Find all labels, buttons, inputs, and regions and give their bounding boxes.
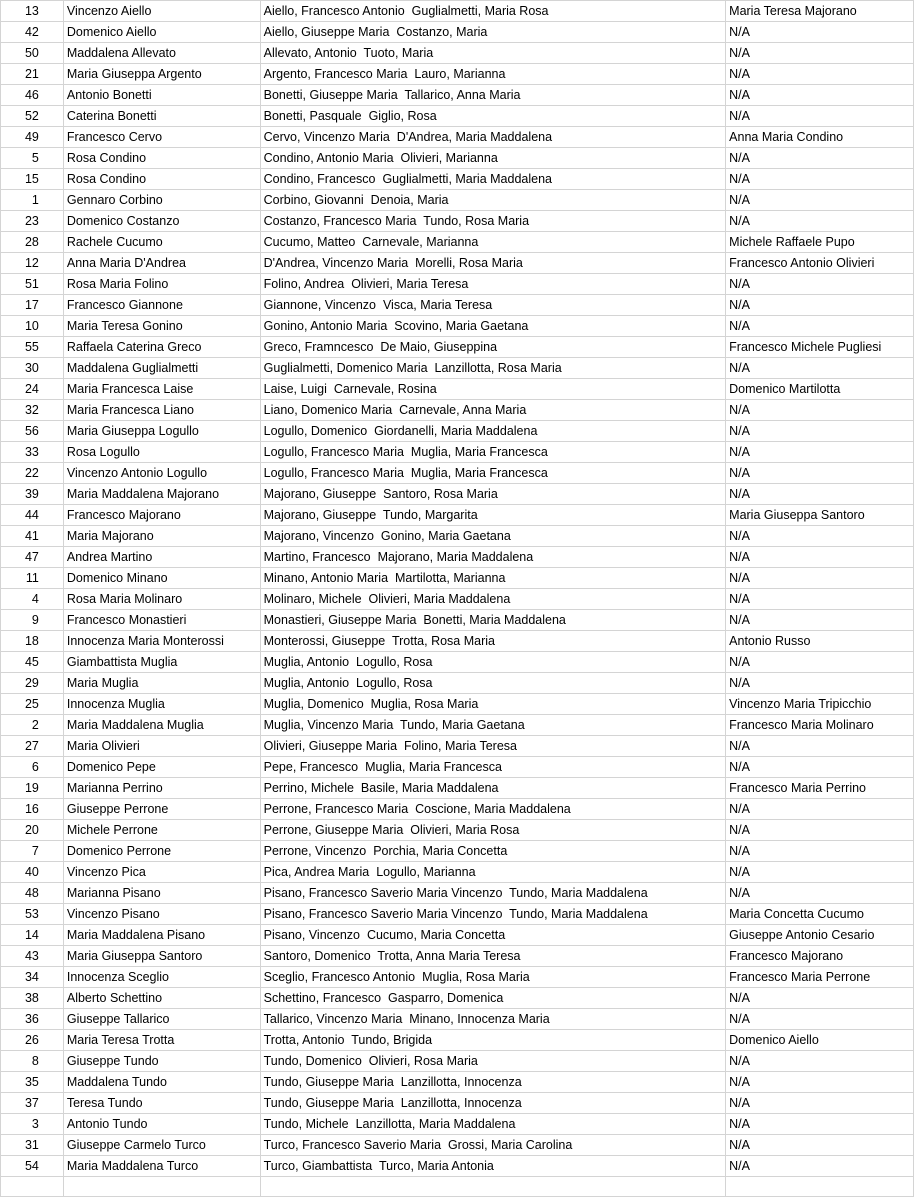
cell-spouse[interactable]: N/A — [726, 673, 914, 694]
cell-name[interactable]: Francesco Majorano — [63, 505, 260, 526]
cell-id[interactable]: 12 — [1, 253, 64, 274]
cell-name[interactable]: Marianna Pisano — [63, 883, 260, 904]
cell-name[interactable]: Marianna Perrino — [63, 778, 260, 799]
cell-parents[interactable]: Cucumo, Matteo Carnevale, Marianna — [260, 232, 726, 253]
cell-parents[interactable]: Monastieri, Giuseppe Maria Bonetti, Maria Maddalena — [260, 610, 726, 631]
cell-spouse[interactable]: N/A — [726, 295, 914, 316]
cell-name[interactable]: Vincenzo Pica — [63, 862, 260, 883]
cell-id[interactable]: 46 — [1, 85, 64, 106]
table-row — [1, 442, 914, 463]
cell-parents[interactable]: Tundo, Giuseppe Maria Lanzillotta, Innocenza — [260, 1072, 726, 1093]
cell-id[interactable]: 18 — [1, 631, 64, 652]
cell-spouse[interactable]: N/A — [726, 652, 914, 673]
cell-parents[interactable]: D'Andrea, Vincenzo Maria Morelli, Rosa Maria — [260, 253, 726, 274]
cell-spouse[interactable]: Maria Giuseppa Santoro — [726, 505, 914, 526]
table-row — [1, 22, 914, 43]
cell-id[interactable]: 17 — [1, 295, 64, 316]
cell-name[interactable]: Antonio Bonetti — [63, 85, 260, 106]
cell-id[interactable]: 11 — [1, 568, 64, 589]
cell-parents[interactable]: Cervo, Vincenzo Maria D'Andrea, Maria Maddalena — [260, 127, 726, 148]
table-row — [1, 316, 914, 337]
cell-parents[interactable]: Condino, Francesco Guglialmetti, Maria Maddalena — [260, 169, 726, 190]
table-row — [1, 1114, 914, 1135]
cell-parents[interactable]: Costanzo, Francesco Maria Tundo, Rosa Maria — [260, 211, 726, 232]
cell-spouse[interactable]: Francesco Maria Molinaro — [726, 715, 914, 736]
cell-id[interactable]: 48 — [1, 883, 64, 904]
cell-id[interactable]: 15 — [1, 169, 64, 190]
cell-name[interactable]: Maria Muglia — [63, 673, 260, 694]
cell-name[interactable]: Maria Maddalena Muglia — [63, 715, 260, 736]
table-row — [1, 988, 914, 1009]
table-row — [1, 757, 914, 778]
cell-name[interactable]: Vincenzo Antonio Logullo — [63, 463, 260, 484]
cell-name[interactable]: Michele Perrone — [63, 820, 260, 841]
cell-parents[interactable]: Aiello, Giuseppe Maria Costanzo, Maria — [260, 22, 726, 43]
cell-spouse[interactable]: Vincenzo Maria Tripicchio — [726, 694, 914, 715]
cell-id[interactable]: 37 — [1, 1093, 64, 1114]
cell-id[interactable]: 33 — [1, 442, 64, 463]
cell-id[interactable]: 40 — [1, 862, 64, 883]
cell-parents[interactable]: Argento, Francesco Maria Lauro, Marianna — [260, 64, 726, 85]
cell-parents[interactable]: Santoro, Domenico Trotta, Anna Maria Teresa — [260, 946, 726, 967]
cell-parents[interactable]: Majorano, Vincenzo Gonino, Maria Gaetana — [260, 526, 726, 547]
cell-id[interactable]: 39 — [1, 484, 64, 505]
cell-parents[interactable]: Olivieri, Giuseppe Maria Folino, Maria Teresa — [260, 736, 726, 757]
cell-parents[interactable]: Pepe, Francesco Muglia, Maria Francesca — [260, 757, 726, 778]
cell-id[interactable]: 34 — [1, 967, 64, 988]
cell-spouse[interactable]: Francesco Michele Pugliesi — [726, 337, 914, 358]
cell-spouse[interactable]: Francesco Majorano — [726, 946, 914, 967]
cell-id[interactable]: 24 — [1, 379, 64, 400]
cell-spouse[interactable]: N/A — [726, 1093, 914, 1114]
table-row — [1, 211, 914, 232]
cell-spouse[interactable]: Maria Concetta Cucumo — [726, 904, 914, 925]
cell-spouse[interactable]: Francesco Maria Perrino — [726, 778, 914, 799]
cell-name[interactable]: Innocenza Muglia — [63, 694, 260, 715]
cell-id[interactable]: 26 — [1, 1030, 64, 1051]
cell-name[interactable]: Antonio Tundo — [63, 1114, 260, 1135]
cell-name[interactable]: Innocenza Sceglio — [63, 967, 260, 988]
cell-spouse[interactable]: N/A — [726, 1009, 914, 1030]
cell-name[interactable]: Domenico Costanzo — [63, 211, 260, 232]
cell-parents[interactable]: Trotta, Antonio Tundo, Brigida — [260, 1030, 726, 1051]
table-row — [1, 652, 914, 673]
cell-id[interactable]: 42 — [1, 22, 64, 43]
table-row — [1, 904, 914, 925]
cell-id[interactable]: 2 — [1, 715, 64, 736]
table-row — [1, 1, 914, 22]
table-row — [1, 1072, 914, 1093]
cell-id[interactable]: 51 — [1, 274, 64, 295]
cell-parents[interactable]: Perrone, Vincenzo Porchia, Maria Concetta — [260, 841, 726, 862]
cell-spouse[interactable]: N/A — [726, 883, 914, 904]
table-row — [1, 400, 914, 421]
cell-name[interactable]: Domenico Perrone — [63, 841, 260, 862]
cell-name[interactable]: Vincenzo Pisano — [63, 904, 260, 925]
table-row — [1, 127, 914, 148]
cell-parents[interactable]: Corbino, Giovanni Denoia, Maria — [260, 190, 726, 211]
cell-name[interactable]: Giuseppe Tallarico — [63, 1009, 260, 1030]
cell-id[interactable]: 27 — [1, 736, 64, 757]
cell-spouse[interactable]: N/A — [726, 85, 914, 106]
cell-parents[interactable]: Minano, Antonio Maria Martilotta, Marianna — [260, 568, 726, 589]
table-row — [1, 379, 914, 400]
cell-id[interactable]: 44 — [1, 505, 64, 526]
cell-name[interactable]: Raffaela Caterina Greco — [63, 337, 260, 358]
table-row — [1, 1156, 914, 1177]
cell-id[interactable]: 32 — [1, 400, 64, 421]
table-row — [1, 337, 914, 358]
cell-name[interactable]: Francesco Giannone — [63, 295, 260, 316]
table-row — [1, 1177, 914, 1197]
cell-parents[interactable]: Condino, Antonio Maria Olivieri, Marianna — [260, 148, 726, 169]
cell-id[interactable]: 54 — [1, 1156, 64, 1177]
cell-name[interactable]: Vincenzo Aiello — [63, 1, 260, 22]
cell-name[interactable]: Maria Giuseppa Logullo — [63, 421, 260, 442]
cell-name[interactable]: Rosa Logullo — [63, 442, 260, 463]
table-row — [1, 253, 914, 274]
cell-id[interactable]: 20 — [1, 820, 64, 841]
table-row — [1, 232, 914, 253]
table-row — [1, 1135, 914, 1156]
table-row — [1, 967, 914, 988]
table-row — [1, 190, 914, 211]
cell-spouse[interactable]: N/A — [726, 841, 914, 862]
cell-parents[interactable]: Muglia, Antonio Logullo, Rosa — [260, 673, 726, 694]
cell-spouse[interactable]: Domenico Aiello — [726, 1030, 914, 1051]
cell-id[interactable]: 49 — [1, 127, 64, 148]
cell-parents[interactable]: Pica, Andrea Maria Logullo, Marianna — [260, 862, 726, 883]
cell-parents[interactable]: Muglia, Vincenzo Maria Tundo, Maria Gaetana — [260, 715, 726, 736]
cell-parents[interactable]: Liano, Domenico Maria Carnevale, Anna Maria — [260, 400, 726, 421]
table-row — [1, 547, 914, 568]
table-row — [1, 43, 914, 64]
cell-parents[interactable]: Martino, Francesco Majorano, Maria Maddalena — [260, 547, 726, 568]
cell-spouse[interactable]: Antonio Russo — [726, 631, 914, 652]
cell-id[interactable]: 13 — [1, 1, 64, 22]
cell-name[interactable]: Maria Maddalena Majorano — [63, 484, 260, 505]
cell-id[interactable]: 43 — [1, 946, 64, 967]
table-row — [1, 568, 914, 589]
table-row — [1, 1009, 914, 1030]
table-row — [1, 736, 914, 757]
table-row — [1, 526, 914, 547]
cell-spouse[interactable]: N/A — [726, 736, 914, 757]
cell-name[interactable]: Domenico Pepe — [63, 757, 260, 778]
cell-id[interactable]: 36 — [1, 1009, 64, 1030]
cell-id[interactable]: 1 — [1, 190, 64, 211]
cell-parents[interactable]: Giannone, Vincenzo Visca, Maria Teresa — [260, 295, 726, 316]
cell-id[interactable]: 50 — [1, 43, 64, 64]
cell-parents[interactable]: Majorano, Giuseppe Santoro, Rosa Maria — [260, 484, 726, 505]
cell-id[interactable]: 21 — [1, 64, 64, 85]
cell-name[interactable]: Maria Francesca Liano — [63, 400, 260, 421]
table-row — [1, 484, 914, 505]
table-row — [1, 1051, 914, 1072]
cell-id[interactable]: 16 — [1, 799, 64, 820]
cell-parents[interactable]: Tallarico, Vincenzo Maria Minano, Innocenza Maria — [260, 1009, 726, 1030]
cell-id[interactable]: 9 — [1, 610, 64, 631]
cell-parents[interactable]: Tundo, Michele Lanzillotta, Maria Maddalena — [260, 1114, 726, 1135]
cell-name[interactable]: Anna Maria D'Andrea — [63, 253, 260, 274]
cell-name[interactable]: Rosa Maria Folino — [63, 274, 260, 295]
cell-parents[interactable]: Tundo, Domenico Olivieri, Rosa Maria — [260, 1051, 726, 1072]
table-row — [1, 64, 914, 85]
table-row — [1, 841, 914, 862]
cell-spouse[interactable]: N/A — [726, 169, 914, 190]
cell-name[interactable]: Innocenza Maria Monterossi — [63, 631, 260, 652]
cell-name[interactable]: Maddalena Allevato — [63, 43, 260, 64]
cell-spouse[interactable]: N/A — [726, 148, 914, 169]
cell-spouse[interactable]: N/A — [726, 43, 914, 64]
table-row — [1, 946, 914, 967]
cell-parents[interactable]: Pisano, Vincenzo Cucumo, Maria Concetta — [260, 925, 726, 946]
table-row — [1, 295, 914, 316]
table-row — [1, 85, 914, 106]
cell-id[interactable]: 41 — [1, 526, 64, 547]
cell-name[interactable]: Giuseppe Tundo — [63, 1051, 260, 1072]
cell-name[interactable]: Rosa Maria Molinaro — [63, 589, 260, 610]
cell-parents[interactable]: Folino, Andrea Olivieri, Maria Teresa — [260, 274, 726, 295]
cell-spouse[interactable]: N/A — [726, 1051, 914, 1072]
cell-parents[interactable]: Molinaro, Michele Olivieri, Maria Maddalena — [260, 589, 726, 610]
cell-parents[interactable]: Schettino, Francesco Gasparro, Domenica — [260, 988, 726, 1009]
cell-spouse[interactable]: Domenico Martilotta — [726, 379, 914, 400]
cell-id[interactable]: 55 — [1, 337, 64, 358]
cell-spouse[interactable]: N/A — [726, 463, 914, 484]
cell-parents[interactable]: Majorano, Giuseppe Tundo, Margarita — [260, 505, 726, 526]
cell-name[interactable]: Giuseppe Carmelo Turco — [63, 1135, 260, 1156]
cell-spouse[interactable]: N/A — [726, 316, 914, 337]
cell-parents[interactable]: Muglia, Domenico Muglia, Rosa Maria — [260, 694, 726, 715]
cell-spouse[interactable]: N/A — [726, 106, 914, 127]
cell-parents[interactable]: Gonino, Antonio Maria Scovino, Maria Gaetana — [260, 316, 726, 337]
cell-id[interactable]: 3 — [1, 1114, 64, 1135]
cell-id[interactable]: 8 — [1, 1051, 64, 1072]
cell-spouse[interactable]: Francesco Antonio Olivieri — [726, 253, 914, 274]
cell-spouse[interactable]: N/A — [726, 211, 914, 232]
cell-spouse[interactable]: Anna Maria Condino — [726, 127, 914, 148]
cell-id[interactable]: 53 — [1, 904, 64, 925]
cell-parents[interactable]: Laise, Luigi Carnevale, Rosina — [260, 379, 726, 400]
table-row — [1, 610, 914, 631]
cell-name[interactable]: Francesco Cervo — [63, 127, 260, 148]
cell-name[interactable]: Maddalena Guglialmetti — [63, 358, 260, 379]
table-row — [1, 862, 914, 883]
cell-spouse[interactable]: N/A — [726, 22, 914, 43]
table-row — [1, 778, 914, 799]
cell-id[interactable]: 52 — [1, 106, 64, 127]
cell-spouse[interactable]: Giuseppe Antonio Cesario — [726, 925, 914, 946]
cell-spouse[interactable]: N/A — [726, 1114, 914, 1135]
cell-id[interactable]: 4 — [1, 589, 64, 610]
cell-parents[interactable]: Logullo, Domenico Giordanelli, Maria Maddalena — [260, 421, 726, 442]
cell-name[interactable]: Maria Olivieri — [63, 736, 260, 757]
table-row — [1, 106, 914, 127]
table-row — [1, 925, 914, 946]
cell-id[interactable]: 25 — [1, 694, 64, 715]
cell-name[interactable]: Rosa Condino — [63, 148, 260, 169]
cell-id[interactable]: 30 — [1, 358, 64, 379]
cell-spouse[interactable] — [726, 1177, 914, 1197]
cell-parents[interactable]: Aiello, Francesco Antonio Guglialmetti, Maria Rosa — [260, 1, 726, 22]
cell-spouse[interactable]: N/A — [726, 1156, 914, 1177]
cell-spouse[interactable]: N/A — [726, 526, 914, 547]
cell-name[interactable]: Maria Maddalena Turco — [63, 1156, 260, 1177]
cell-id[interactable]: 10 — [1, 316, 64, 337]
cell-spouse[interactable]: Maria Teresa Majorano — [726, 1, 914, 22]
cell-spouse[interactable]: N/A — [726, 862, 914, 883]
cell-parents[interactable]: Pisano, Francesco Saverio Maria Vincenzo Tundo, Maria Maddalena — [260, 904, 726, 925]
cell-id[interactable]: 56 — [1, 421, 64, 442]
cell-name[interactable]: Maria Teresa Gonino — [63, 316, 260, 337]
cell-name[interactable]: Maria Giuseppa Santoro — [63, 946, 260, 967]
cell-spouse[interactable]: N/A — [726, 589, 914, 610]
cell-spouse[interactable]: N/A — [726, 64, 914, 85]
cell-name[interactable]: Rachele Cucumo — [63, 232, 260, 253]
cell-parents[interactable]: Pisano, Francesco Saverio Maria Vincenzo Tundo, Maria Maddalena — [260, 883, 726, 904]
cell-id[interactable]: 45 — [1, 652, 64, 673]
cell-spouse[interactable]: N/A — [726, 442, 914, 463]
cell-parents[interactable]: Sceglio, Francesco Antonio Muglia, Rosa Maria — [260, 967, 726, 988]
table-row — [1, 883, 914, 904]
cell-name[interactable] — [63, 1177, 260, 1197]
cell-name[interactable]: Caterina Bonetti — [63, 106, 260, 127]
table-row — [1, 820, 914, 841]
cell-spouse[interactable]: N/A — [726, 1072, 914, 1093]
cell-parents[interactable]: Greco, Framncesco De Maio, Giuseppina — [260, 337, 726, 358]
cell-id[interactable]: 23 — [1, 211, 64, 232]
cell-name[interactable]: Alberto Schettino — [63, 988, 260, 1009]
cell-spouse[interactable]: N/A — [726, 757, 914, 778]
table-row — [1, 589, 914, 610]
cell-name[interactable]: Giambattista Muglia — [63, 652, 260, 673]
cell-name[interactable]: Domenico Minano — [63, 568, 260, 589]
table-row — [1, 673, 914, 694]
cell-spouse[interactable]: N/A — [726, 799, 914, 820]
cell-id[interactable]: 47 — [1, 547, 64, 568]
cell-spouse[interactable]: N/A — [726, 358, 914, 379]
table-row — [1, 148, 914, 169]
cell-id[interactable]: 7 — [1, 841, 64, 862]
table-row — [1, 358, 914, 379]
cell-parents[interactable]: Logullo, Francesco Maria Muglia, Maria Francesca — [260, 463, 726, 484]
cell-name[interactable]: Gennaro Corbino — [63, 190, 260, 211]
cell-id[interactable]: 22 — [1, 463, 64, 484]
cell-name[interactable]: Maria Francesca Laise — [63, 379, 260, 400]
table-row — [1, 715, 914, 736]
table-row — [1, 274, 914, 295]
cell-spouse[interactable]: N/A — [726, 988, 914, 1009]
table-row — [1, 1093, 914, 1114]
cell-id[interactable]: 6 — [1, 757, 64, 778]
cell-name[interactable]: Maddalena Tundo — [63, 1072, 260, 1093]
cell-name[interactable]: Maria Teresa Trotta — [63, 1030, 260, 1051]
cell-spouse[interactable]: N/A — [726, 1135, 914, 1156]
table-row — [1, 463, 914, 484]
cell-id[interactable]: 31 — [1, 1135, 64, 1156]
cell-id[interactable]: 35 — [1, 1072, 64, 1093]
cell-parents[interactable]: Monterossi, Giuseppe Trotta, Rosa Maria — [260, 631, 726, 652]
cell-id[interactable]: 14 — [1, 925, 64, 946]
cell-spouse[interactable]: N/A — [726, 820, 914, 841]
table-row — [1, 1030, 914, 1051]
table-row — [1, 505, 914, 526]
cell-spouse[interactable]: Michele Raffaele Pupo — [726, 232, 914, 253]
cell-parents[interactable]: Logullo, Francesco Maria Muglia, Maria Francesca — [260, 442, 726, 463]
spreadsheet-body — [1, 1, 914, 1197]
cell-parents[interactable]: Turco, Francesco Saverio Maria Grossi, Maria Carolina — [260, 1135, 726, 1156]
cell-id[interactable]: 28 — [1, 232, 64, 253]
cell-parents[interactable]: Turco, Giambattista Turco, Maria Antonia — [260, 1156, 726, 1177]
cell-id[interactable] — [1, 1177, 64, 1197]
cell-name[interactable]: Domenico Aiello — [63, 22, 260, 43]
cell-name[interactable]: Francesco Monastieri — [63, 610, 260, 631]
cell-parents[interactable] — [260, 1177, 726, 1197]
table-row — [1, 694, 914, 715]
cell-id[interactable]: 38 — [1, 988, 64, 1009]
cell-id[interactable]: 19 — [1, 778, 64, 799]
cell-name[interactable]: Maria Giuseppa Argento — [63, 64, 260, 85]
table-row — [1, 631, 914, 652]
cell-parents[interactable]: Bonetti, Pasquale Giglio, Rosa — [260, 106, 726, 127]
cell-id[interactable]: 29 — [1, 673, 64, 694]
cell-parents[interactable]: Guglialmetti, Domenico Maria Lanzillotta, Rosa Maria — [260, 358, 726, 379]
cell-parents[interactable]: Perrone, Giuseppe Maria Olivieri, Maria Rosa — [260, 820, 726, 841]
cell-spouse[interactable]: N/A — [726, 190, 914, 211]
cell-spouse[interactable]: N/A — [726, 484, 914, 505]
cell-parents[interactable]: Muglia, Antonio Logullo, Rosa — [260, 652, 726, 673]
cell-id[interactable]: 5 — [1, 148, 64, 169]
table-row — [1, 799, 914, 820]
cell-spouse[interactable]: N/A — [726, 274, 914, 295]
cell-name[interactable]: Teresa Tundo — [63, 1093, 260, 1114]
cell-parents[interactable]: Tundo, Giuseppe Maria Lanzillotta, Innocenza — [260, 1093, 726, 1114]
cell-parents[interactable]: Bonetti, Giuseppe Maria Tallarico, Anna Maria — [260, 85, 726, 106]
table-row — [1, 169, 914, 190]
cell-name[interactable]: Andrea Martino — [63, 547, 260, 568]
cell-parents[interactable]: Allevato, Antonio Tuoto, Maria — [260, 43, 726, 64]
cell-spouse[interactable]: N/A — [726, 421, 914, 442]
cell-parents[interactable]: Perrino, Michele Basile, Maria Maddalena — [260, 778, 726, 799]
cell-name[interactable]: Rosa Condino — [63, 169, 260, 190]
table-row — [1, 421, 914, 442]
cell-spouse[interactable]: N/A — [726, 400, 914, 421]
cell-name[interactable]: Maria Majorano — [63, 526, 260, 547]
cell-name[interactable]: Maria Maddalena Pisano — [63, 925, 260, 946]
cell-spouse[interactable]: N/A — [726, 610, 914, 631]
cell-spouse[interactable]: N/A — [726, 568, 914, 589]
cell-spouse[interactable]: Francesco Maria Perrone — [726, 967, 914, 988]
cell-spouse[interactable]: N/A — [726, 547, 914, 568]
cell-parents[interactable]: Perrone, Francesco Maria Coscione, Maria Maddalena — [260, 799, 726, 820]
cell-name[interactable]: Giuseppe Perrone — [63, 799, 260, 820]
